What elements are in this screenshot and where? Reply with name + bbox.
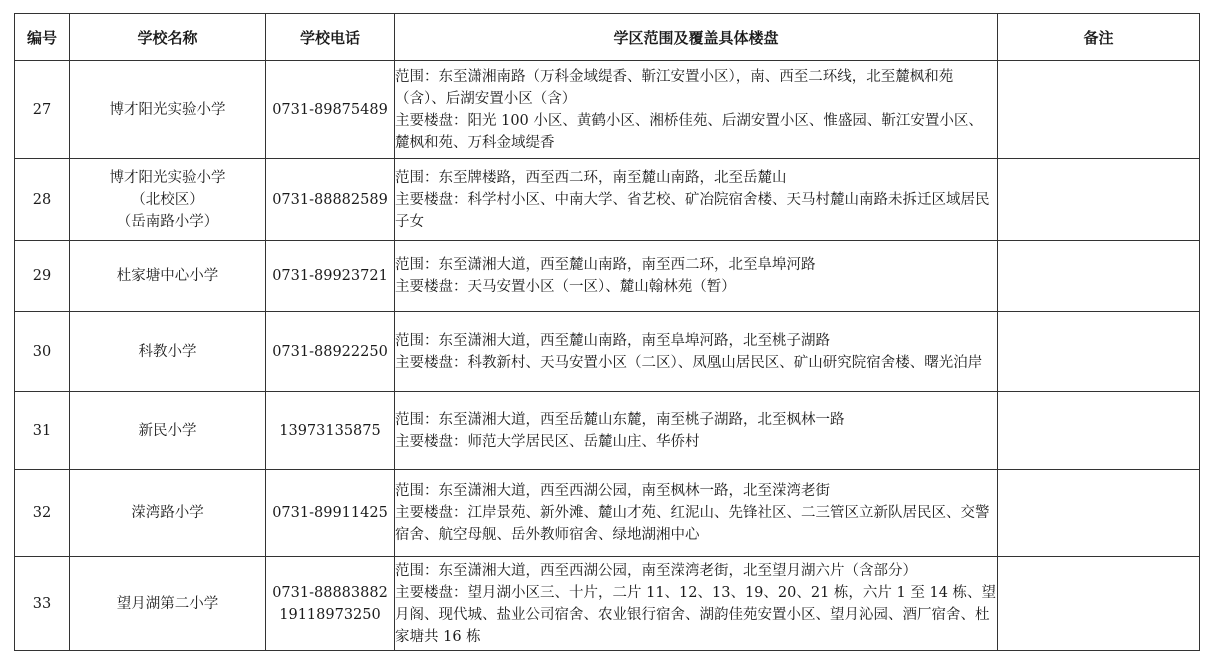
table-row [15, 392, 1200, 470]
table-row [15, 159, 1200, 241]
scope-range: 范围：东至潇湘大道，西至麓山南路，南至阜埠河路，北至桃子湖路 [395, 332, 830, 349]
school-name-line: 溁湾路小学 [131, 505, 204, 521]
row-num: 27 [15, 61, 70, 159]
school-name [70, 61, 266, 159]
school-phone [266, 392, 395, 470]
school-name [70, 392, 266, 470]
school-phone-line: 0731-89911425 [272, 505, 388, 521]
note-cell [998, 241, 1200, 312]
table-row [15, 241, 1200, 312]
row-num: 31 [15, 392, 70, 470]
school-phone-line: 19118973250 [279, 606, 381, 623]
table-row [15, 61, 1200, 159]
district-scope [395, 159, 998, 241]
school-phone [266, 241, 395, 312]
table-row [15, 557, 1200, 651]
district-scope [395, 557, 998, 651]
note-cell [998, 557, 1200, 651]
scope-estates: 主要楼盘：科学村小区、中南大学、省艺校、矿冶院宿舍楼、天马村麓山南路未拆迁区域居民子女 [395, 191, 990, 230]
school-phone [266, 312, 395, 392]
scope-range: 范围：东至潇湘大道，西至西湖公园，南至枫林一路，北至溁湾老街 [395, 483, 830, 499]
district-scope [395, 312, 998, 392]
scope-estates: 主要楼盘：科教新村、天马安置小区（二区）、凤凰山居民区、矿山研究院宿舍楼、曙光泊岸 [395, 354, 983, 371]
header-district-scope: 学区范围及覆盖具体楼盘 [395, 14, 998, 61]
district-scope [395, 392, 998, 470]
school-phone [266, 159, 395, 241]
school-phone-line: 0731-88922250 [272, 343, 388, 360]
school-name [70, 241, 266, 312]
school-phone-line: 13973135875 [279, 422, 381, 439]
table-body [15, 61, 1200, 651]
scope-range: 范围：东至潇湘大道，西至西湖公园，南至溁湾老街，北至望月湖六片（含部分） [395, 562, 917, 579]
note-cell [998, 159, 1200, 241]
note-cell [998, 61, 1200, 159]
header-num: 编号 [15, 14, 70, 61]
school-name [70, 470, 266, 557]
scope-estates: 主要楼盘：师范大学居民区、岳麓山庄、华侨村 [395, 433, 700, 450]
school-phone [266, 470, 395, 557]
header-row [15, 14, 1200, 61]
school-phone-line: 0731-89875489 [272, 101, 388, 118]
school-phone [266, 61, 395, 159]
header-school-phone: 学校电话 [266, 14, 395, 61]
school-name-line: 新民小学 [138, 422, 197, 439]
scope-estates: 主要楼盘：天马安置小区（一区）、麓山翰林苑（暂） [395, 279, 736, 295]
scope-range: 范围：东至潇湘大道，西至麓山南路，南至西二环，北至阜埠河路 [395, 257, 816, 273]
note-cell [998, 470, 1200, 557]
school-name [70, 557, 266, 651]
scope-range: 范围：东至潇湘大道，西至岳麓山东麓，南至桃子湖路，北至枫林一路 [395, 411, 845, 428]
school-name-line: 科教小学 [138, 343, 197, 360]
school-phone-line: 0731-88882589 [272, 191, 388, 208]
scope-estates: 主要楼盘：阳光 100 小区、黄鹤小区、湘桥佳苑、后湖安置小区、惟盛园、靳江安置小区、麓枫和苑、万科金域缇香 [395, 112, 983, 151]
school-name-line: 望月湖第二小学 [116, 595, 219, 612]
district-scope [395, 241, 998, 312]
row-num: 30 [15, 312, 70, 392]
table-row [15, 470, 1200, 557]
school-phone-line: 0731-89923721 [272, 268, 388, 284]
school-name [70, 159, 266, 241]
school-name-line: 博才阳光实验小学 [109, 169, 226, 186]
school-phone [266, 557, 395, 651]
scope-estates: 主要楼盘：望月湖小区三、十片，二片 11、12、13、19、20、21 栋，六片 1 至 14 栋、望月阁、现代城、盐业公司宿舍、农业银行宿舍、湖韵佳苑安置小区、望月沁园、酒厂宿舍、杜家塘共 16 栋 [395, 584, 997, 645]
district-scope [395, 61, 998, 159]
school-name-line: 杜家塘中心小学 [116, 268, 219, 284]
district-scope [395, 470, 998, 557]
school-name-line: 博才阳光实验小学 [109, 101, 226, 118]
note-cell [998, 312, 1200, 392]
row-num: 32 [15, 470, 70, 557]
scope-estates: 主要楼盘：江岸景苑、新外滩、麓山才苑、红泥山、先锋社区、二三管区立新队居民区、交警宿舍、航空母舰、岳外教师宿舍、绿地湖湘中心 [395, 505, 990, 543]
scope-range: 范围：东至潇湘南路（万科金域缇香、靳江安置小区），南、西至二环线，北至麓枫和苑（含）、后湖安置小区（含） [395, 68, 954, 107]
school-name [70, 312, 266, 392]
school-name-line: （岳南路小学） [116, 213, 219, 230]
row-num: 28 [15, 159, 70, 241]
header-school-name: 学校名称 [70, 14, 266, 61]
note-cell [998, 392, 1200, 470]
school-phone-line: 0731-88883882 [272, 584, 388, 601]
school-name-line: （北校区） [131, 191, 204, 208]
table-row [15, 312, 1200, 392]
row-num: 33 [15, 557, 70, 651]
header-note: 备注 [998, 14, 1200, 61]
school-district-table [14, 13, 1200, 651]
scope-range: 范围：东至牌楼路，西至西二环，南至麓山南路，北至岳麓山 [395, 169, 787, 186]
row-num: 29 [15, 241, 70, 312]
